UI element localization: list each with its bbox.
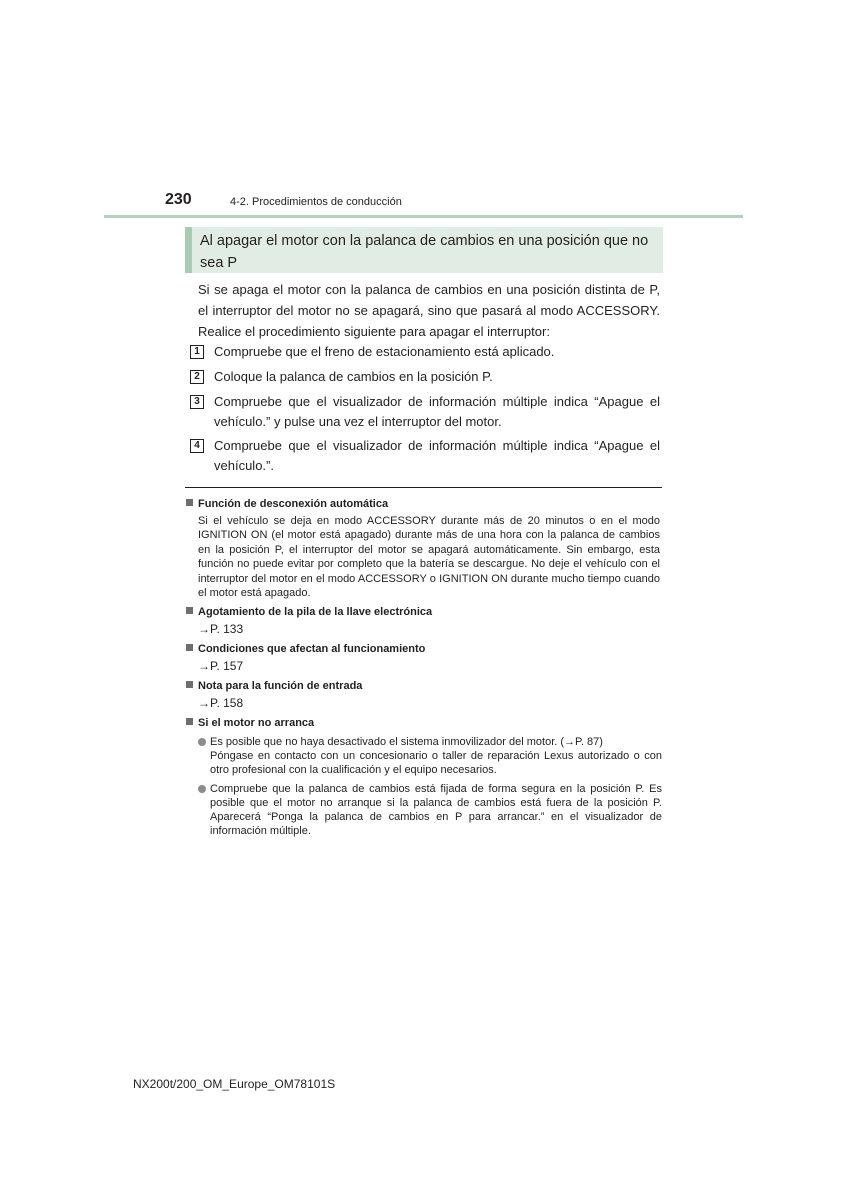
step-text: Compruebe que el freno de estacionamiento está aplicado. — [214, 344, 555, 359]
step-1 — [190, 342, 660, 362]
step-4 — [190, 436, 660, 476]
step-3 — [190, 392, 660, 432]
bullet-item — [198, 735, 662, 777]
page-reference: →P. 133 — [198, 622, 244, 636]
page-number: 230 — [165, 191, 192, 208]
step-text: Compruebe que el visualizador de información múltiple indica “Apague el vehículo.”. — [214, 438, 660, 473]
square-bullet-icon — [186, 718, 193, 725]
round-bullet-icon — [198, 738, 206, 746]
round-bullet-icon — [198, 785, 206, 793]
page-reference: →P. 158 — [198, 696, 244, 710]
bullet-text: Compruebe que la palanca de cambios está fijada de forma segura en la posición P. Es posible que el motor no arranque si la palanca de cambios está fuera de la posición P. Aparecerá “Ponga la palanca de cambios en P para arrancar.” en el visualizador de información múltiple. — [210, 783, 662, 837]
note-heading-auto-off: Función de desconexión automática — [186, 497, 388, 511]
step-text: Compruebe que el visualizador de información múltiple indica “Apague el vehículo.” y pulse una vez el interruptor del motor. — [214, 394, 660, 429]
section-reference: 4-2. Procedimientos de conducción — [230, 196, 402, 208]
header-rule — [104, 215, 743, 218]
step-number: 3 — [190, 395, 204, 409]
note-heading-conditions: Condiciones que afectan al funcionamiento — [186, 642, 425, 656]
step-number: 2 — [190, 370, 204, 384]
step-number: 1 — [190, 345, 204, 359]
note-heading-no-start: Si el motor no arranca — [186, 716, 314, 730]
step-number: 4 — [190, 439, 204, 453]
square-bullet-icon — [186, 499, 193, 506]
notes-divider — [185, 487, 662, 488]
square-bullet-icon — [186, 681, 193, 688]
step-text: Coloque la palanca de cambios en la posición P. — [214, 369, 493, 384]
note-body-auto-off: Si el vehículo se deja en modo ACCESSORY durante más de 20 minutos o en el modo IGNITION ON (el motor está apagado) durante más de una hora con la palanca de cambios en la posición P, el interruptor del motor se apagará automáticamente. Sin embargo, esta función no puede evitar por completo que la batería se descargue. No deje el vehículo con el interruptor del motor en el modo ACCESSORY o IGNITION ON durante mucho tiempo cuando el motor está apagado. — [198, 515, 660, 600]
note-heading-key-battery: Agotamiento de la pila de la llave electrónica — [186, 605, 432, 619]
note-heading-entry: Nota para la función de entrada — [186, 679, 362, 693]
bullet-text: Póngase en contacto con un concesionario o taller de reparación Lexus autorizado o con otro profesional con la cualificación y el equipo necesarios. — [210, 750, 662, 776]
bullet-text: Es posible que no haya desactivado el sistema inmovilizador del motor. (→P. 87) — [210, 736, 603, 748]
square-bullet-icon — [186, 607, 193, 614]
section-title: Al apagar el motor con la palanca de cambios en una posición que no sea P — [185, 227, 663, 273]
bullet-item — [198, 782, 662, 838]
intro-paragraph: Si se apaga el motor con la palanca de cambios en una posición distinta de P, el interruptor del motor no se apagará, sino que pasará al modo ACCESSORY. Realice el procedimiento siguiente para apagar el interruptor: — [198, 282, 660, 339]
footer-document-id: NX200t/200_OM_Europe_OM78101S — [133, 1077, 336, 1091]
step-2 — [190, 367, 660, 387]
page-reference: →P. 157 — [198, 659, 244, 673]
square-bullet-icon — [186, 644, 193, 651]
